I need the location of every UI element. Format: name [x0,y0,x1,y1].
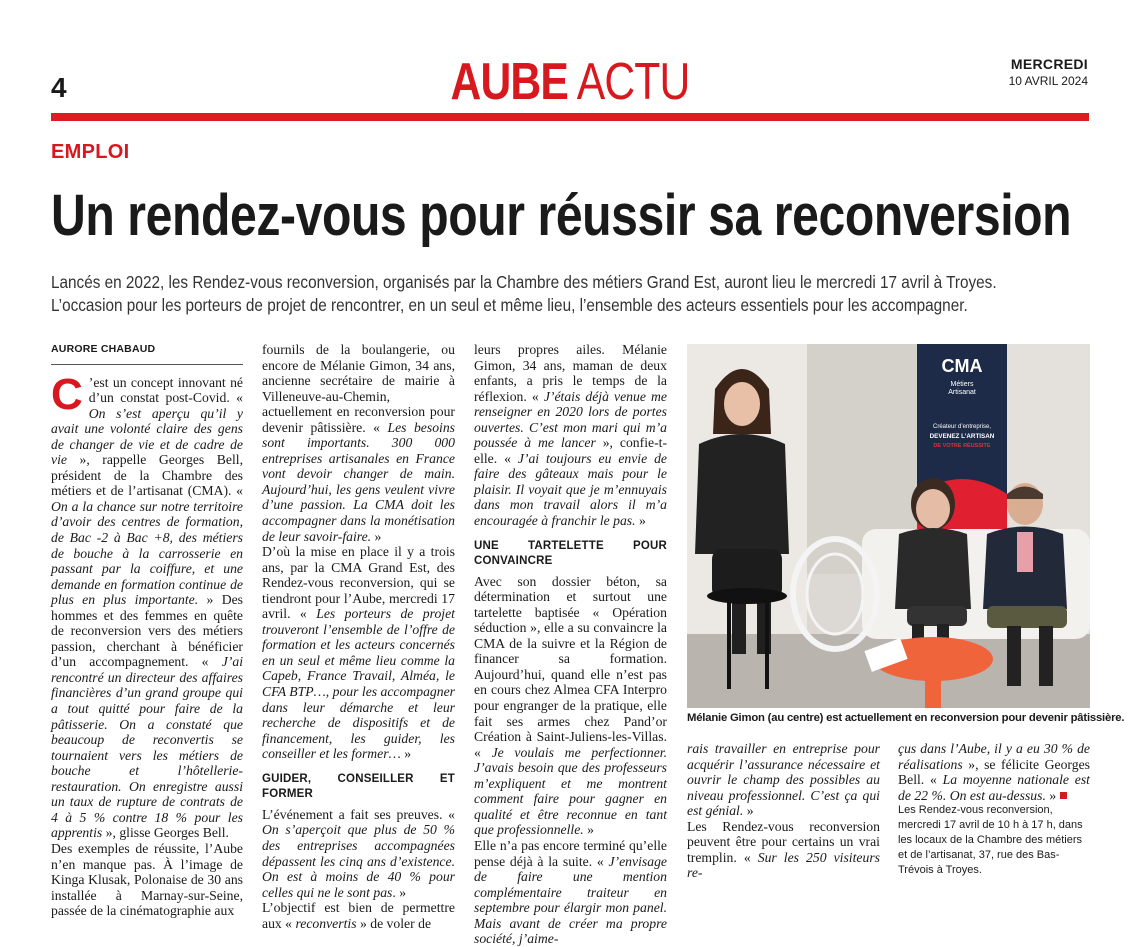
column-1-paragraph-1 [51,369,243,841]
end-of-article-mark [1060,792,1067,799]
banner-line-3: DE VOTRE RÉUSSITE [933,443,991,449]
text-run: », se félicite Georges Bell. « [898,756,1090,788]
text-run: leurs propres ailes. Mélanie Gimon, 34 ans, maman de deux enfants, a pris le temps de la réflexion. « [474,342,667,404]
column-3-paragraph-2 [474,574,667,838]
text-run: . » [392,884,407,900]
banner-line-1: Créateur d’entreprise, [932,424,992,430]
text-run: Elle n’a pas encore terminé qu’elle pense déjà à la suite. « [474,837,667,869]
text-column-2 [262,342,455,931]
text-run: ’est un concept innovant né d’un constat post-Covid. « [88,374,243,406]
quote-run: Sur les 250 visiteurs re- [687,849,880,881]
quote-run: J’ai toujours eu envie de faire des gâteaux mais pour le plaisir. Il voyait que je m’ennuyais dans mon travail alors il m’a encouragée à franchir le pas. [474,450,667,529]
page-number: 4 [51,72,67,103]
header-rule [51,113,1089,121]
quote-run: çus dans l’Aube, il y a eu 30 % de réalisations [898,741,1090,772]
column-2-paragraph-1 [262,342,455,544]
column-4-paragraph-2 [687,819,880,881]
text-column-5 [898,741,1090,878]
column-4-paragraph-1 [687,741,880,819]
text-run: » [400,746,412,762]
photo-illustration [687,344,1090,708]
text-run: L’objectif est bien de permettre aux « [262,900,455,931]
standfirst-line-1: Lancés en 2022, les Rendez-vous reconversion, organisés par la Chambre des métiers Grand Est, auront lieu le mercredi 17 avril à Troyes. [51,272,997,292]
banner-sub-2: Artisanat [948,389,976,396]
text-run: » [583,822,594,838]
text-run: L’événement a fait ses preuves. « [262,806,455,822]
quote-run: La moyenne nationale est de 22 %. On est au-dessus. [898,772,1090,803]
text-run: fournils de la boulangerie, ou encore de Mélanie Gimon, 34 ans, ancienne secrétaire de mairie à Villeneuve-au-Chemin, actuellement en reconversion pour devenir pâtissière. « [262,342,455,435]
text-run: », glisse Georges Bell. [102,825,229,841]
column-5-paragraph-1 [898,741,1090,803]
standfirst-line-2: L’occasion pour les porteurs de projet de rencontrer, en un seul et même lieu, l’ensemble des acteurs essentiels pour les accompagner. [51,295,968,315]
quote-run: Je voulais me perfectionner. J’avais besoin que des professeurs m’expliquent et me montrent comment faire pour gagner en qualité et être reconnue en tant que professionnelle. [474,744,667,838]
banner-logo: CMA [941,356,983,376]
text-run: » Des hommes et des femmes en quête de reconversion vers des métiers passion, cherchant à bénéficier d’un accompagnement. « [51,592,243,670]
quote-run: Les porteurs de projet trouveront l’ensemble de l’offre de formation et les acteurs concernés en un seul et même lieu comme la Capeb, France Travail, Alméa, le CFA BTP…, pour les accompagner dans leur démarche et leur recherche de dispositifs et de financement, les guider, les conseiller et les former… [262,606,456,762]
drop-cap: C [51,369,83,419]
quote-run: J’étais déjà venue me renseigner en 2020 lors de portes ouvertes. C’est mon mari qui m’a poussée à me lancer [474,388,667,451]
text-run: », confie-t-elle. « [474,435,667,466]
text-run: » [635,513,646,529]
article-photo [687,344,1090,708]
quote-run: On s’est aperçu qu’il y avait une volonté claire des gens de changer de vie et de cadre de vie [51,405,243,468]
banner-sub-1: Métiers [950,381,974,388]
column-1-paragraph-2: Des exemples de réussite, l’Aube n’en manque pas. À l’image de Kinga Klusak, Polonaise de 30 ans installée à Marnay-sur-Seine, passée de la cinématographie aux [51,840,243,919]
date-block [1009,56,1088,88]
date-full: 10 AVRIL 2024 [1008,74,1088,88]
text-column-1 [51,342,243,919]
intertitle-2: UNE TARTELETTE POUR CONVAINCRE [474,539,667,568]
column-2-paragraph-3 [262,807,455,900]
photo-caption: Mélanie Gimon (au centre) est actuellement en reconversion pour devenir pâtissière. [687,712,1125,724]
text-run: Les Rendez-vous reconversion peuvent être pour certains un vrai tremplin. « [687,818,880,865]
section-title [103,52,1038,112]
text-run: » [371,528,382,544]
column-3-paragraph-3 [474,838,667,947]
quote-run: J’ai rencontré un directeur des affaires financières d’un grand groupe qui a tout quitté pour faire de la pâtisserie. On a constaté que beaucoup de reconvertis se tournaient vers les métiers de bouche et l’hôtellerie-restauration. On enregistre aussi un taux de rupture de contrats de 4 à 5 % contre 18 % pour les apprentis [51,654,243,841]
byline: AURORE CHABAUD [51,342,243,365]
text-run: » de voler de [356,915,432,931]
section-title-light: ACTU [576,53,690,111]
intertitle-1: GUIDER, CONSEILLER ET FORMER [262,772,455,801]
text-column-3 [474,342,667,947]
quote-run: J’envisage de faire une mention complémentaire traiteur en septembre pour élargir mon panel. Mais avant de créer ma propre société, j’aime- [474,853,667,947]
quote-run: Les besoins sont importants. 300 000 entreprises artisanales en France vont devoir changer de main. Aujourd’hui, les gens veulent vivre d’une passion. La CMA doit les accompagner dans la monétisation de leur savoir-faire. [262,419,456,544]
quote-run: reconvertis [295,915,357,931]
quote-run: On a la chance sur notre territoire d’avoir des centres de formation, de Bac -2 à Bac +8, des métiers de bouche à la carrosserie en passant par la coiffure, et une demande en formation continue de plus en plus importante. [51,498,243,608]
article-standfirst [51,271,1014,317]
text-run: », rappelle Georges Bell, président de la Chambre des métiers et de l’artisanat (CMA). « [51,452,243,499]
text-run: Avec son dossier béton, sa détermination et surtout une tartelette baptisée « Opération séduction », elle a su convaincre la CMA de la suivre et la Région de financer sa formation. Aujourd’hui, quand elle n’est pas en cours chez Almea CFA Interpro pour engranger de la pratique, elle fait ses armes chez Pand’or Création à Saint-Juliens-les-Villas. « [474,573,667,760]
column-2-paragraph-2 [262,544,455,762]
text-run: » [1045,787,1057,803]
date-day: MERCREDI [1010,56,1088,72]
column-2-paragraph-4 [262,900,455,931]
practical-info: Les Rendez-vous reconversion, mercredi 17 avril de 10 h à 17 h, dans les locaux de la Chambre des métiers et de l’artisanat, 37, rue des Bas-Trévois à Troyes. [898,804,1083,877]
text-column-4 [687,741,880,881]
quote-run: On s’aperçoit que plus de 50 % des entreprises accompagnées dépassent les cinq ans d’existence. On est à moins de 40 % pour celles qui ne le sont pas [262,822,455,900]
banner-line-2: DEVENEZ L’ARTISAN [929,433,995,440]
column-3-paragraph-1 [474,342,667,529]
section-title-bold: AUBE [450,53,569,111]
rubric-label: EMPLOI [51,141,130,163]
text-run: D’où la mise en place il y a trois ans, par la CMA Grand Est, des Rendez-vous reconversion, qui se tiendront pour l’Aube, mercredi 17 avril. « [262,544,455,622]
quote-run: rais travailler en entreprise pour acquérir l’assurance nécessaire et ouvrir le champ des possibles au niveau professionnel. C’est ça qui est génial. [687,741,880,819]
text-run: » [743,803,754,819]
article-headline: Un rendez-vous pour réussir sa reconversion [51,183,1072,248]
